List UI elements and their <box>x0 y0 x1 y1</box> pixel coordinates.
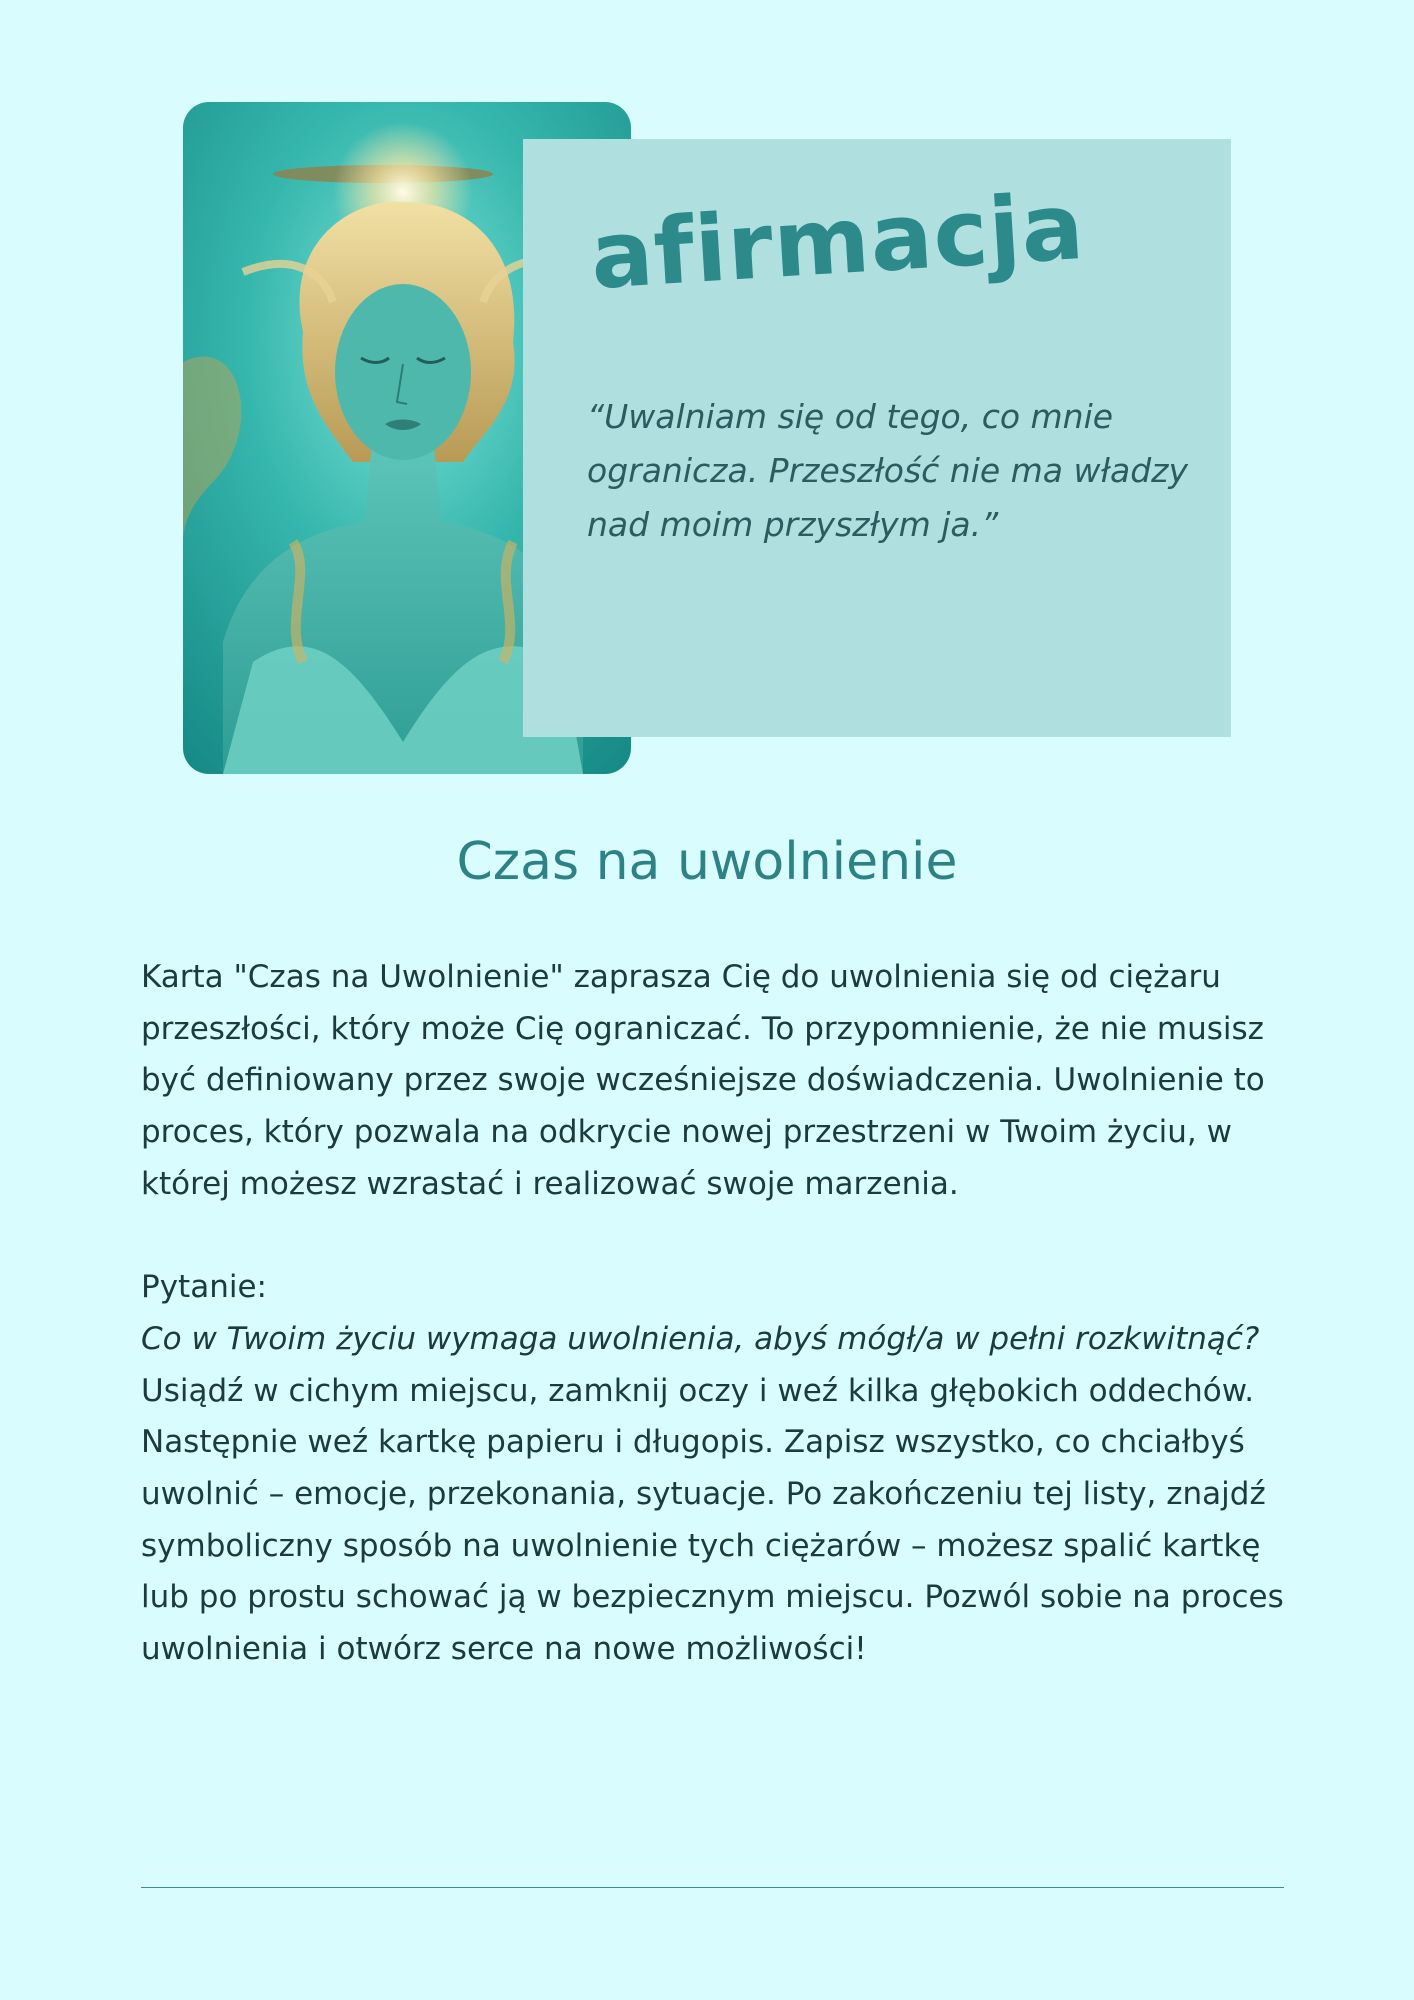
bottom-divider <box>141 1887 1284 1888</box>
card-body <box>141 952 1291 1676</box>
question-label: Pytanie: <box>141 1269 267 1306</box>
affirmation-title: afirmacja <box>587 172 1088 310</box>
question-text: Co w Twoim życiu wymaga uwolnienia, abyś mógł/a w pełni rozkwitnąć? <box>141 1320 1260 1357</box>
paragraph-spacer <box>141 1211 1291 1263</box>
affirmation-panel <box>523 139 1231 737</box>
card-description: Karta "Czas na Uwolnienie" zaprasza Cię do uwolnienia się od ciężaru przeszłości, który może Cię ograniczać. To przypomnienie, że nie musisz być definiowany przez swoje wcześniejsze doświadczenia. Uwolnienie to proces, który pozwala na odkrycie nowej przestrzeni w Twoim życiu, w której możesz wzrastać i realizować swoje marzenia. <box>141 959 1265 1202</box>
instructions-text: Usiądź w cichym miejscu, zamknij oczy i weź kilka głębokich oddechów. Następnie weź kartkę papieru i długopis. Zapisz wszystko, co chciałbyś uwolnić – emocje, przekonania, sytuacje. Po zakończeniu tej listy, znajdź symboliczny sposób na uwolnienie tych ciężarów – możesz spalić kartkę lub po prostu schować ją w bezpiecznym miejscu. Pozwól sobie na proces uwolnienia i otwórz serce na nowe możliwości! <box>141 1372 1284 1668</box>
affirmation-quote: “Uwalniam się od tego, co mnie ogranicza. Przeszłość nie ma władzy nad moim przyszłym ja.” <box>587 397 1188 544</box>
card-title: Czas na uwolnienie <box>456 832 958 892</box>
